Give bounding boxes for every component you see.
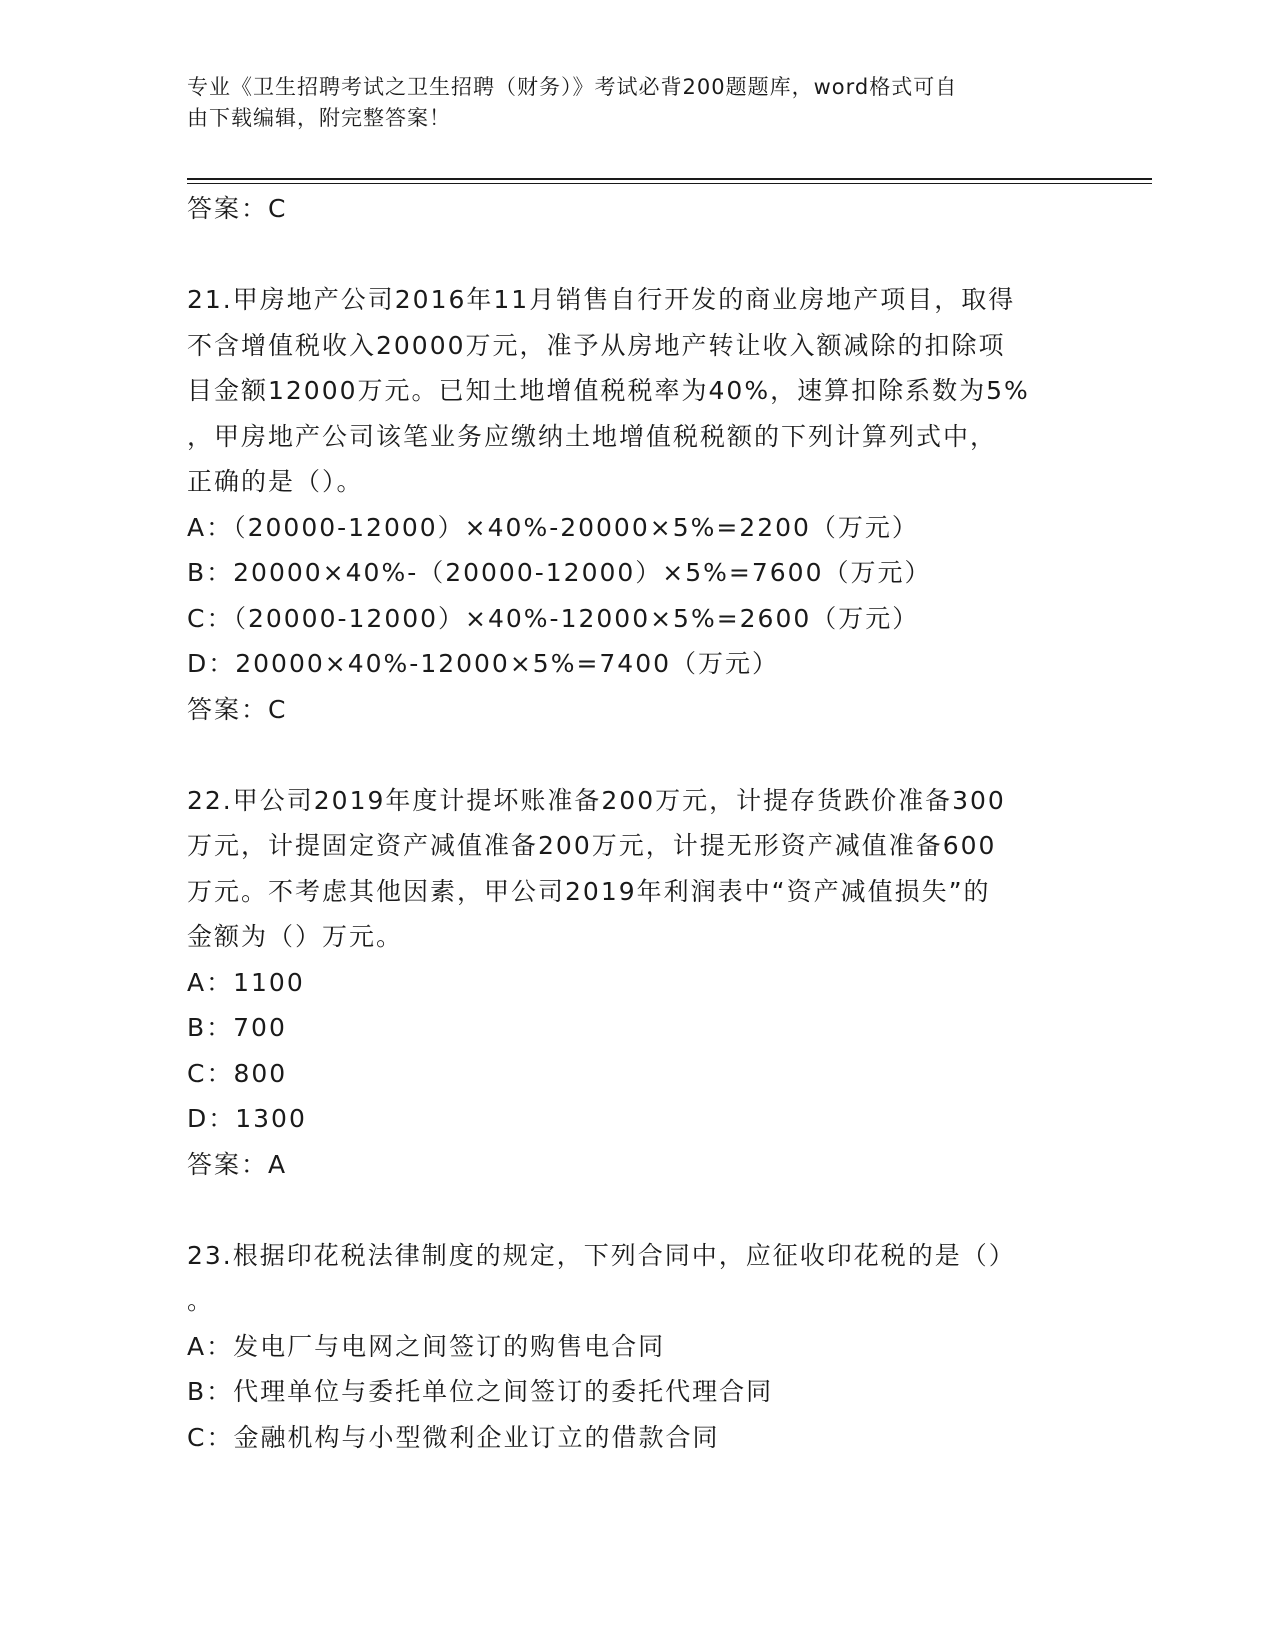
question-22-line: 万元。不考虑其他因素，甲公司2019年利润表中“资产减值损失”的 [187, 876, 991, 906]
question-23-option-a: A：发电厂与电网之间签订的购售电合同 [187, 1331, 666, 1361]
question-21-option-a: A：（20000-12000）×40%-20000×5%=2200（万元） [187, 512, 919, 542]
answer-20: 答案：C [187, 194, 288, 223]
spacer [187, 232, 1087, 278]
question-22-line: 22.甲公司2019年度计提坏账准备200万元，计提存货跌价准备300 [187, 785, 1006, 815]
question-23-line: 。 [187, 1286, 215, 1315]
question-21-option-c: C：（20000-12000）×40%-12000×5%=2600（万元） [187, 603, 920, 633]
question-body [187, 186, 1087, 1460]
question-22-option-a: A：1100 [187, 967, 305, 997]
header-line-2: 由下载编辑，附完整答案！ [187, 106, 451, 130]
question-23 [187, 1233, 1087, 1461]
answer-21: 答案：C [187, 694, 288, 724]
question-21-option-b: B：20000×40%-（20000-12000）×5%=7600（万元） [187, 558, 932, 587]
question-23-option-c: C：金融机构与小型微利企业订立的借款合同 [187, 1422, 720, 1452]
question-22-option-b: B：700 [187, 1013, 287, 1042]
question-21-option-d: D：20000×40%-12000×5%=7400（万元） [187, 649, 780, 678]
question-22-line: 金额为（）万元。 [187, 922, 404, 951]
page-header [187, 72, 1067, 134]
question-21-line: ，甲房地产公司该笔业务应缴纳土地增值税税额的下列计算列式中， [187, 421, 998, 451]
header-line-1: 专业《卫生招聘考试之卫生招聘（财务）》考试必背200题题库，word格式可自 [187, 75, 958, 99]
question-22-option-d: D：1300 [187, 1104, 307, 1133]
question-23-line: 23.根据印花税法律制度的规定，下列合同中，应征收印花税的是（） [187, 1240, 1016, 1270]
question-22 [187, 778, 1087, 1188]
question-21 [187, 277, 1087, 732]
question-22-line: 万元，计提固定资产减值准备200万元，计提无形资产减值准备600 [187, 831, 997, 860]
question-21-line: 正确的是（）。 [187, 467, 364, 496]
header-rule-thick [187, 178, 1152, 180]
spacer [187, 1187, 1087, 1233]
header-rule-thin [187, 183, 1152, 184]
question-21-line: 21.甲房地产公司2016年11月销售自行开发的商业房地产项目，取得 [187, 285, 1016, 314]
question-22-option-c: C：800 [187, 1058, 288, 1088]
question-23-option-b: B：代理单位与委托单位之间签订的委托代理合同 [187, 1377, 774, 1406]
question-21-line: 不含增值税收入20000万元，准予从房地产转让收入额减除的扣除项 [187, 330, 1006, 360]
answer-22: 答案：A [187, 1149, 288, 1179]
spacer [187, 732, 1087, 778]
question-21-line: 目金额12000万元。已知土地增值税税率为40%，速算扣除系数为5% [187, 376, 1030, 405]
